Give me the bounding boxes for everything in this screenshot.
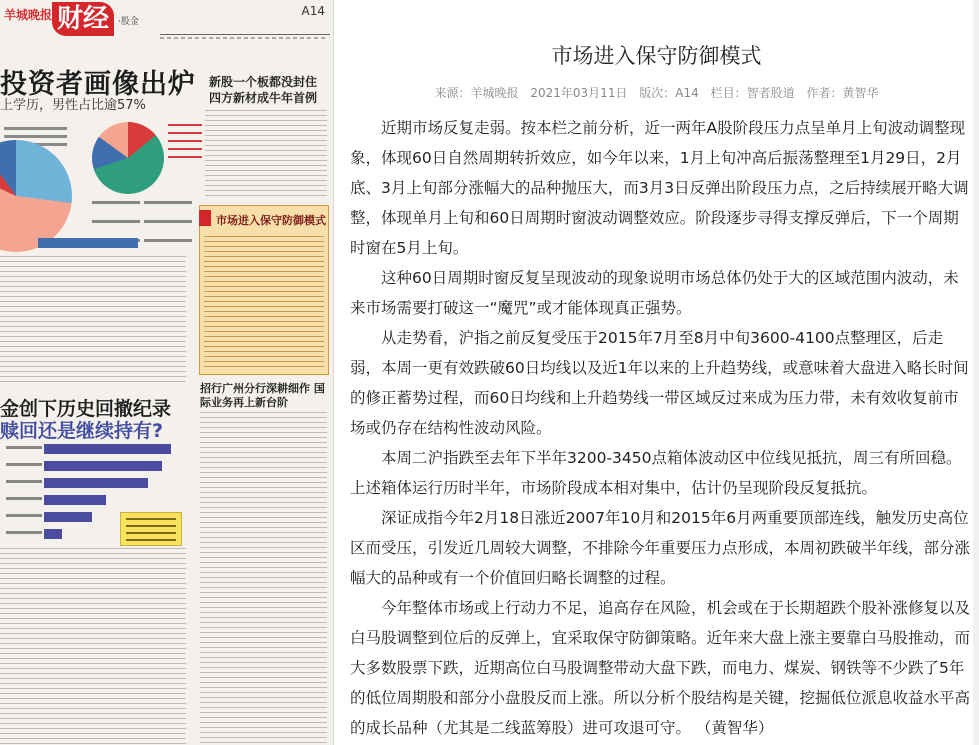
article-text-block <box>205 110 327 200</box>
article-paragraph: 这种60日周期时窗反复呈现波动的现象说明市场总体仍处于大的区域范围内波动，未来市场需要打破这一“魔咒”或才能体现真正强势。 <box>350 269 959 317</box>
scrollbar[interactable] <box>973 0 979 745</box>
article-paragraph: 深证成指今年2月18日涨近2007年10月和2015年6月两重要顶部连线，触发历史高位区而受压，引发近几周较大调整，不排除今年重要压力点形成，本周初跌破半年线，部分涨幅大的品种或有一个价值回归略长调整的过程。 <box>350 509 971 587</box>
bar <box>44 444 171 454</box>
article-text-block <box>0 548 186 745</box>
bar <box>44 529 62 539</box>
article-body <box>350 113 974 743</box>
pie-chart-education <box>92 122 164 194</box>
thumbnail-headline-main: 投资者画像出炉 <box>0 69 196 100</box>
bar-chart-row <box>0 461 186 471</box>
note-box <box>120 512 182 546</box>
article-paragraph: 今年整体市场或上行动力不足，追高存在风险，机会或在于长期超跌个股补涨修复以及白马股调整到位后的反弹上，宜采取保守防御策略。近年来大盘上涨主要靠白马股推动，而大多数股票下跌，近期高位白马股调整带动大盘下跌，而电力、煤炭、钢铁等不少跌了5年的低位周期股和部分小盘股反而上涨。所以分析个股结构是关键，挖掘低位派息收益水平高的成长品种（尤其是二线蓝筹股）进可攻退可守。 （黄智华） <box>350 599 971 737</box>
meta-page: 版次：A14 <box>639 86 699 100</box>
masthead-rule <box>160 34 330 41</box>
bar-chart-row <box>0 495 186 505</box>
bar-label <box>6 497 42 500</box>
bar-label <box>6 480 42 483</box>
pie-labels <box>168 118 202 166</box>
bar-label <box>6 531 42 534</box>
bar <box>44 478 148 488</box>
bar-chart-row <box>0 478 186 488</box>
meta-date: 2021年03月11日 <box>530 86 628 100</box>
thumbnail-right-headline: 新股一个板都没封住 四方新材成牛年首例 <box>209 75 318 105</box>
chart-caption <box>38 238 138 248</box>
thumbnail-headline-2: 金创下历史回撤纪录 <box>0 398 172 420</box>
highlighted-article-text <box>204 236 324 368</box>
subsection-name: ·股金 <box>118 17 139 27</box>
bar-chart-row <box>0 444 186 454</box>
thumbnail-right-headline-2: 招行广州分行深耕细作 国际业务再上新台阶 <box>200 382 325 409</box>
bar-label <box>6 514 42 517</box>
thumbnail-headline-3: 赎回还是继续持有? <box>0 420 164 442</box>
article-paragraph: 近期市场反复走弱。按本栏之前分析，近一两年A股阶段压力点呈单月上旬波动调整现象，体现60日自然周期转折效应，如今年以来，1月上旬冲高后振荡整理至1月29日，2月底、3月上旬部分涨幅大的品种抛压大，而3月3日反弹出阶段压力点，之后持续展开略大调整，体现单月上旬和60日周期时窗波动调整效应。阶段逐步寻得支撑反弹后，下一个周期时窗在5月上旬。 <box>350 119 969 257</box>
article-text-block <box>0 256 186 386</box>
pie-legend <box>90 192 200 230</box>
highlight-marker <box>199 210 211 226</box>
article-title: 市场进入保守防御模式 <box>551 44 762 68</box>
highlighted-article-title: 市场进入保守防御模式 <box>216 214 326 227</box>
article-panel <box>334 0 979 745</box>
article-meta <box>334 84 979 101</box>
page-number: A14 <box>301 4 325 18</box>
bar-label <box>6 446 42 449</box>
bar <box>44 461 162 471</box>
highlighted-article-region[interactable] <box>199 205 329 375</box>
bar <box>44 512 92 522</box>
meta-column: 栏目：智者股道 <box>710 86 795 100</box>
article-paragraph: 从走势看，沪指之前反复受压于2015年7月至8月中旬3600-4100点整理区，后走弱，本周一更有效跌破60日均线以及近1年以来的上升趋势线，或意味着大盘进入略长时间的修正蓄势过程，而60日均线和上升趋势线一带区域反过来成为压力带，未有效收复前市场或仍存在结构性波动风险。 <box>350 329 969 437</box>
pie-chart-gender <box>0 140 72 252</box>
section-name: 财经 <box>52 2 114 36</box>
meta-author: 作者：黄智华 <box>806 86 879 100</box>
meta-source: 来源：羊城晚报 <box>434 86 519 100</box>
newspaper-page-thumbnail[interactable] <box>0 0 334 745</box>
newspaper-masthead <box>0 0 333 44</box>
bar-label <box>6 463 42 466</box>
article-paragraph: 本周二沪指跌至去年下半年3200-3450点箱体波动区中位线见抵抗，周三有所回稳。上述箱体运行历时半年，市场阶段成本相对集中，估计仍呈现阶段反复抵抗。 <box>350 449 962 497</box>
article-text-block <box>200 412 327 745</box>
thumbnail-headline-sub: 上学历，男性占比逾57% <box>0 98 146 113</box>
bar <box>44 495 106 505</box>
newspaper-logo: 羊城晚报 <box>4 8 53 22</box>
